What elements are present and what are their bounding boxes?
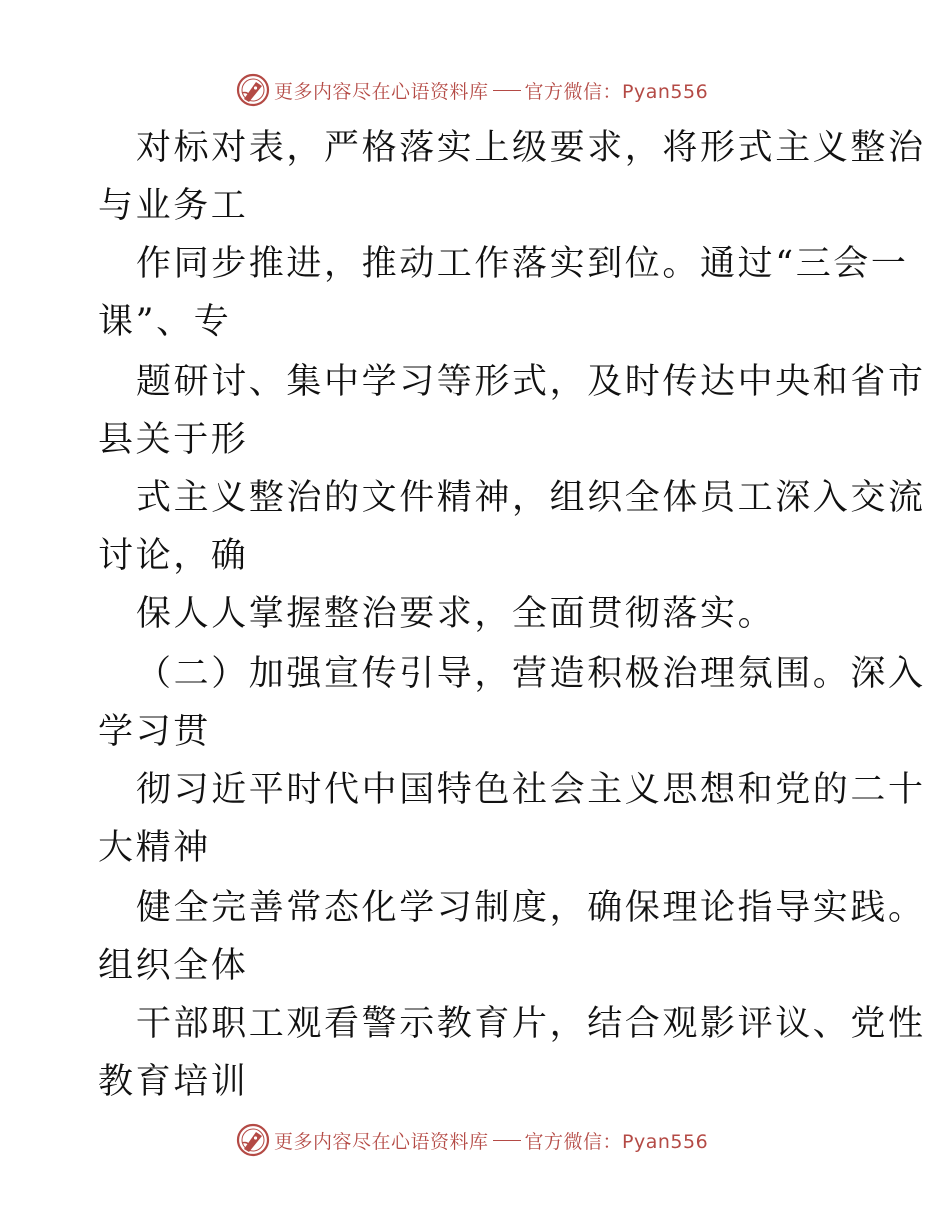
text-line: 组织全体 <box>98 946 249 986</box>
text-line: 彻习近平时代中国特色社会主义思想和党的二十 <box>136 770 926 810</box>
text-line: 与业务工 <box>98 186 249 226</box>
text-line: 保人人掌握整治要求，全面贯彻落实。 <box>136 594 776 634</box>
watermark-main-text: 更多内容尽在心语资料库 <box>274 80 489 103</box>
text-line: 式主义整治的文件精神，组织全体员工深入交流 <box>136 478 926 518</box>
text-line: 课”、专 <box>98 302 232 342</box>
text-line: 健全完善常态化学习制度，确保理论指导实践。 <box>136 888 926 928</box>
watermark-banner-top <box>236 73 708 107</box>
text-line: 学习贯 <box>98 712 211 752</box>
watermark-main-text: 更多内容尽在心语资料库 <box>274 1130 489 1153</box>
watermark-contact-text: 官方微信：Pyan556 <box>524 1130 709 1153</box>
text-line: （二）加强宣传引导，营造积极治理氛围。深入 <box>136 654 926 694</box>
text-line: 题研讨、集中学习等形式，及时传达中央和省市 <box>136 362 926 402</box>
text-line: 县关于形 <box>98 420 249 460</box>
watermark-banner-bottom <box>236 1123 708 1157</box>
pen-nib-logo-icon <box>236 73 270 107</box>
text-line: 作同步推进，推动工作落实到位。通过“三会一 <box>136 244 909 284</box>
text-line: 对标对表，严格落实上级要求，将形式主义整治 <box>136 128 926 168</box>
watermark-separator <box>493 90 521 91</box>
watermark-separator <box>493 1140 521 1141</box>
text-line: 教育培训 <box>98 1062 249 1102</box>
text-line: 大精神 <box>98 828 211 868</box>
pen-nib-logo-icon <box>236 1123 270 1157</box>
text-line: 干部职工观看警示教育片，结合观影评议、党性 <box>136 1004 926 1044</box>
watermark-contact-text: 官方微信：Pyan556 <box>524 80 709 103</box>
text-line: 讨论，确 <box>98 536 249 576</box>
